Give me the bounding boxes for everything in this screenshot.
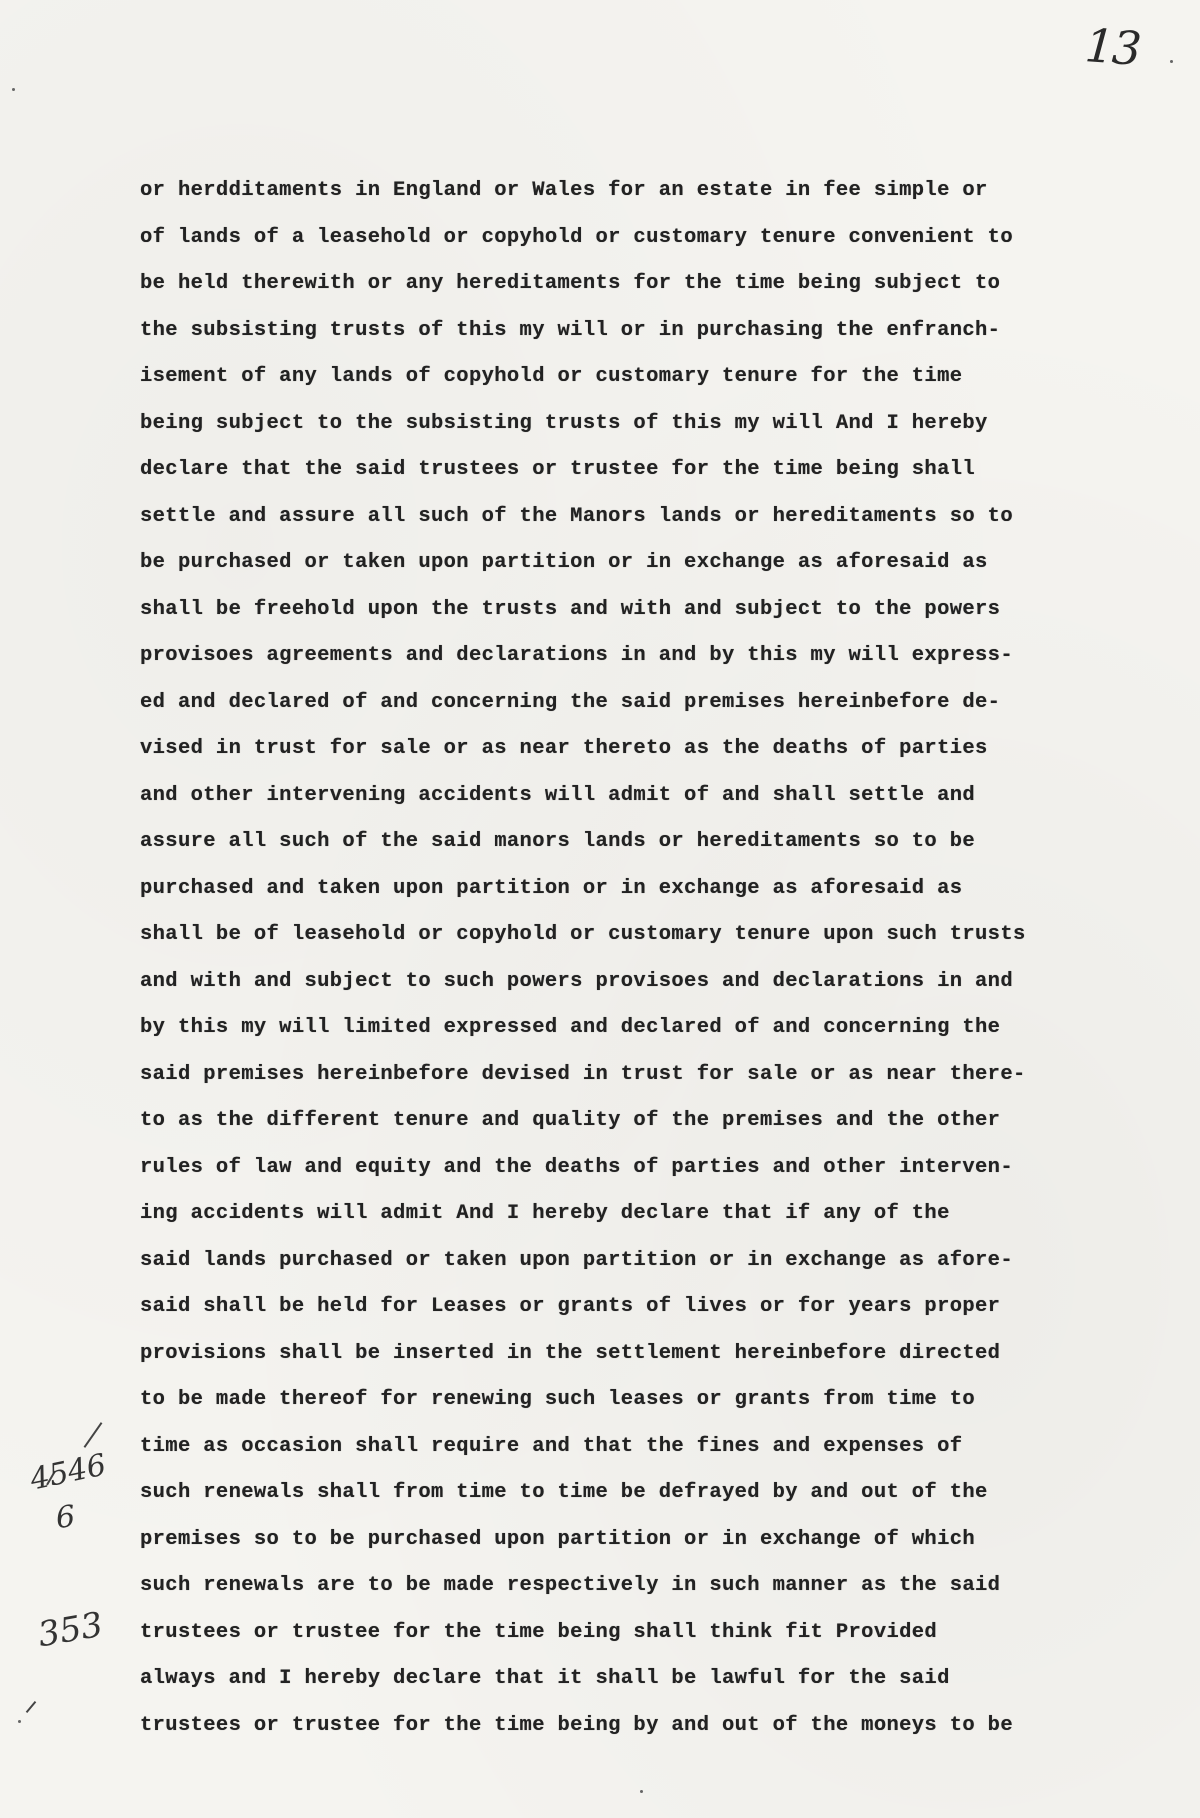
paper-speck	[640, 1790, 643, 1793]
text-line: shall be of leasehold or copyhold or customary tenure upon such trusts	[140, 923, 1026, 946]
text-line: premises so to be purchased upon partition or in exchange of which	[140, 1527, 976, 1551]
text-line: trustees or trustee for the time being by and out of the moneys to be	[140, 1713, 1013, 1737]
text-line: isement of any lands of copyhold or customary tenure for the time	[140, 365, 963, 388]
text-line: or herdditaments in England or Wales for an estate in fee simple or	[140, 179, 988, 202]
text-line: rules of law and equity and the deaths of parties and other interven-	[140, 1155, 1013, 1179]
text-line: be held therewith or any hereditaments for the time being subject to	[140, 272, 1001, 295]
pencil-tick-mark	[26, 1701, 37, 1713]
paper-speck	[12, 88, 15, 91]
text-line: such renewals shall from time to time be defrayed by and out of the	[140, 1481, 988, 1504]
text-line: to as the different tenure and quality of the premises and the other	[140, 1109, 1001, 1132]
text-line: provisions shall be inserted in the settlement hereinbefore directed	[140, 1341, 1001, 1365]
text-line: and with and subject to such powers provisoes and declarations in and	[140, 969, 1013, 993]
paper-speck	[1170, 60, 1173, 63]
typed-body-text	[140, 168, 1140, 1749]
text-line: time as occasion shall require and that the fines and expenses of	[140, 1434, 963, 1458]
text-line: being subject to the subsisting trusts of this my will And I hereby	[140, 411, 988, 435]
page-number: 13	[1083, 18, 1142, 76]
text-line: vised in trust for sale or as near thereto as the deaths of parties	[140, 737, 988, 760]
text-line: settle and assure all such of the Manors lands or hereditaments so to	[140, 504, 1013, 528]
text-line: said premises hereinbefore devised in trust for sale or as near there-	[140, 1062, 1026, 1086]
margin-note-reference: 353	[35, 1604, 106, 1656]
margin-note-reference: 4546	[27, 1447, 110, 1498]
text-line: provisoes agreements and declarations in and by this my will express-	[140, 644, 1013, 667]
text-line: said lands purchased or taken upon partition or in exchange as afore-	[140, 1248, 1013, 1272]
text-line: purchased and taken upon partition or in exchange as aforesaid as	[140, 876, 963, 900]
text-line: always and I hereby declare that it shall be lawful for the said	[140, 1667, 950, 1690]
text-line: and other intervening accidents will admit of and shall settle and	[140, 783, 976, 807]
text-line: declare that the said trustees or trustee for the time being shall	[140, 458, 976, 481]
text-line: ed and declared of and concerning the said premises hereinbefore de-	[140, 690, 1001, 714]
text-line: the subsisting trusts of this my will or in purchasing the enfranch-	[140, 318, 1001, 342]
text-line: of lands of a leasehold or copyhold or customary tenure convenient to	[140, 225, 1013, 249]
text-line: assure all such of the said manors lands or hereditaments so to be	[140, 830, 976, 853]
text-line: to be made thereof for renewing such leases or grants from time to	[140, 1388, 976, 1411]
text-line: be purchased or taken upon partition or in exchange as aforesaid as	[140, 551, 988, 574]
paper-speck	[18, 1720, 21, 1723]
text-line: trustees or trustee for the time being shall think fit Provided	[140, 1620, 938, 1644]
text-line: by this my will limited expressed and declared of and concerning the	[140, 1016, 1001, 1039]
text-line: shall be freehold upon the trusts and with and subject to the powers	[140, 597, 1001, 621]
text-line: such renewals are to be made respectively in such manner as the said	[140, 1574, 1001, 1597]
pencil-tick-mark	[84, 1422, 103, 1448]
text-line: ing accidents will admit And I hereby declare that if any of the	[140, 1202, 950, 1225]
margin-note-reference: 6	[54, 1499, 77, 1536]
text-line: said shall be held for Leases or grants of lives or for years proper	[140, 1295, 1001, 1318]
